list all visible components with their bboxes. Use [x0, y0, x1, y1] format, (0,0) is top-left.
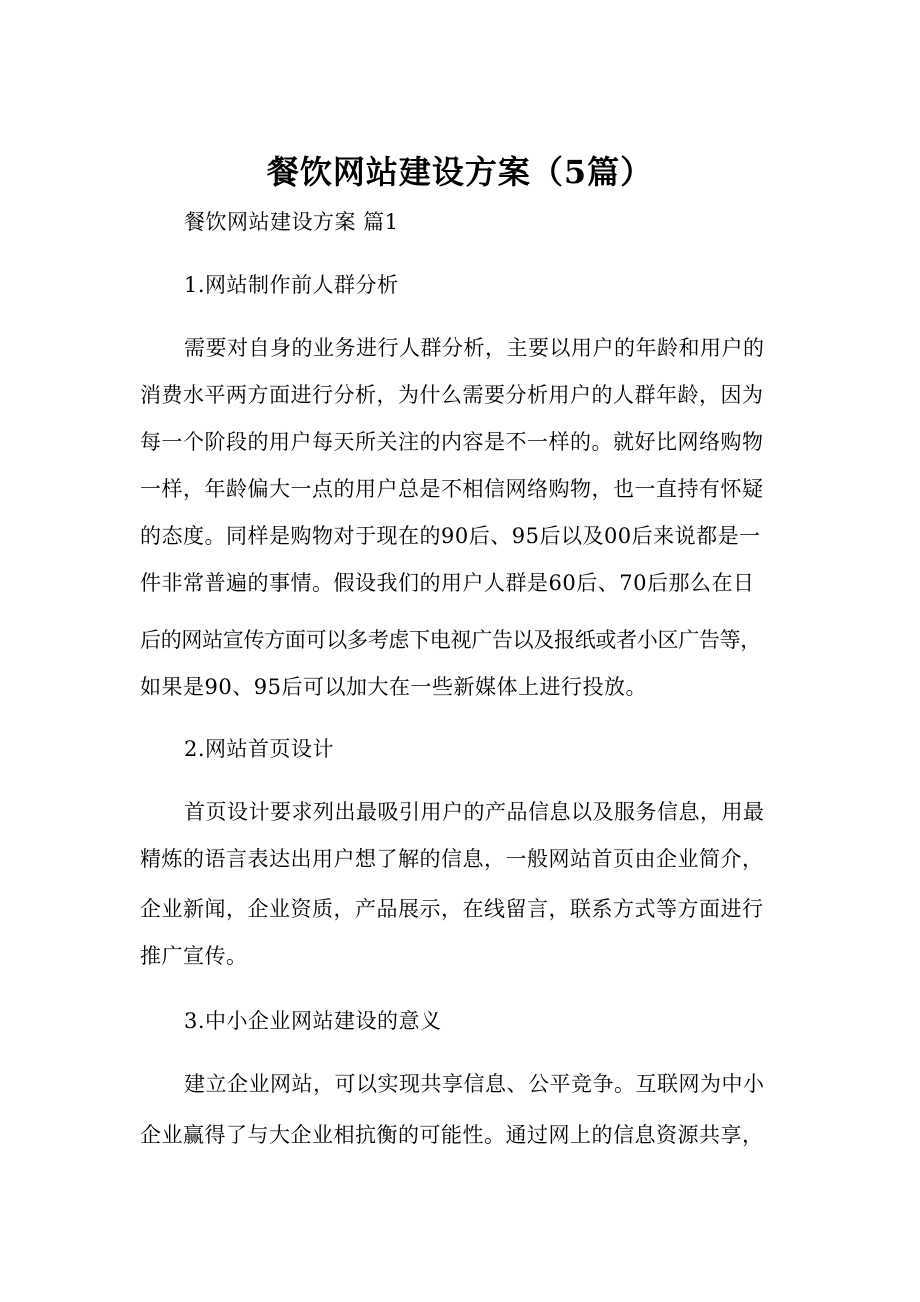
document-title: 餐饮网站建设方案（5篇）: [266, 153, 654, 191]
paragraph-line: 如果是90、95后可以加大在一些新媒体上进行投放。: [140, 675, 647, 699]
paragraph-line: 建立企业网站，可以实现共享信息、公平竞争。互联网为中小: [184, 1072, 765, 1096]
paragraph-line: 每一个阶段的用户每天所关注的内容是不一样的。就好比网络购物: [140, 430, 764, 454]
paragraph-line: 企业赢得了与大企业相抗衡的可能性。通过网上的信息资源共享，: [140, 1123, 764, 1147]
paragraph-line: 后的网站宣传方面可以多考虑下电视广告以及报纸或者小区广告等，: [140, 628, 761, 652]
paragraph-line: 件非常普遍的事情。假设我们的用户人群是60后、70后那么在日: [140, 571, 755, 595]
paragraph-line: 推广宣传。: [140, 944, 248, 968]
section-heading: 3.中小企业网站建设的意义: [184, 1009, 442, 1033]
paragraph-line: 的态度。同样是购物对于现在的90后、95后以及00后来说都是一: [140, 524, 761, 548]
section-heading: 1.网站制作前人群分析: [184, 273, 399, 297]
paragraph-line: 企业新闻，企业资质，产品展示，在线留言，联系方式等方面进行: [140, 897, 764, 921]
document-subtitle: 餐饮网站建设方案 篇1: [184, 210, 399, 234]
paragraph-line: 首页设计要求列出最吸引用户的产品信息以及服务信息，用最: [184, 800, 765, 824]
paragraph-line: 一样，年龄偏大一点的用户总是不相信网络购物，也一直持有怀疑: [140, 477, 764, 501]
paragraph-line: 精炼的语言表达出用户想了解的信息，一般网站首页由企业简介，: [140, 847, 764, 871]
section-heading: 2.网站首页设计: [184, 737, 335, 761]
paragraph-line: 消费水平两方面进行分析，为什么需要分析用户的人群年龄，因为: [140, 383, 764, 407]
paragraph-line: 需要对自身的业务进行人群分析，主要以用户的年龄和用户的: [184, 336, 765, 360]
